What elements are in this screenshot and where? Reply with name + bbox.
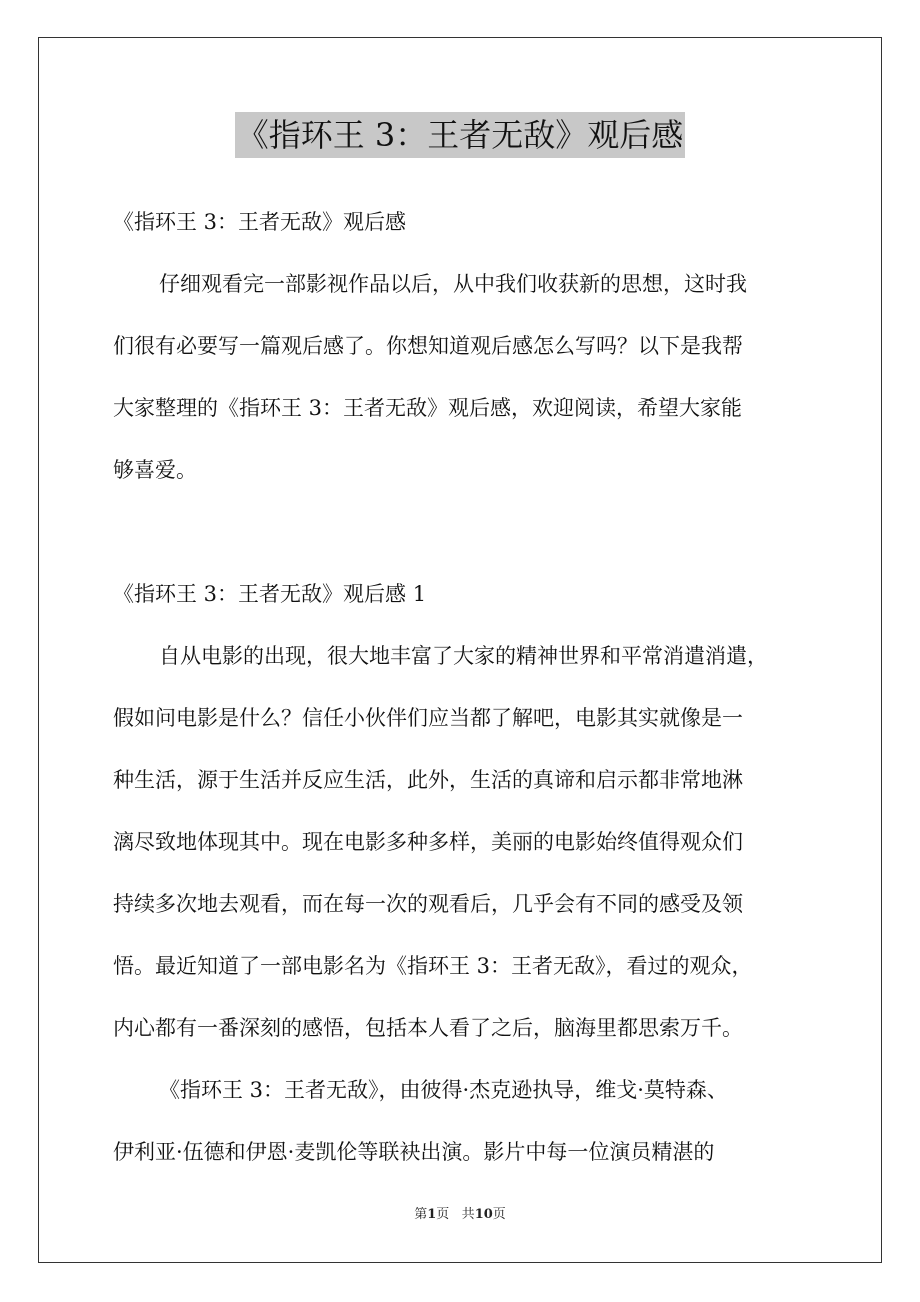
body-line-3: 种生活，源于生活并反应生活，此外，生活的真谛和启示都非常地淋 [113,768,743,792]
document-title: 《指环王 3：王者无敌》观后感 [235,112,686,158]
document-body [113,191,813,1183]
intro-line-2: 们很有必要写一篇观后感了。你想知道观后感怎么写吗？以下是我帮 [113,334,743,358]
footer-total-prefix: 共 [461,1207,475,1222]
body-line-5: 持续多次地去观看，而在每一次的观看后，几乎会有不同的感受及领 [113,892,743,916]
paragraph-gap [113,501,813,563]
title-container [0,112,920,158]
page-footer [0,1205,920,1225]
intro-line-4: 够喜爱。 [113,458,197,482]
footer-total-suffix: 页 [492,1207,506,1222]
section-heading: 《指环王 3：王者无敌》观后感 1 [113,582,427,606]
footer-page-prefix: 第 [414,1207,428,1222]
body-line-7: 内心都有一番深刻的感悟，包括本人看了之后，脑海里都思索万千。 [113,1016,743,1040]
body-line-9: 伊利亚·伍德和伊恩·麦凯伦等联袂出演。影片中每一位演员精湛的 [113,1140,715,1164]
body-line-1: 自从电影的出现，很大地丰富了大家的精神世界和平常消遣消遣， [159,644,768,668]
body-line-8: 《指环王 3：王者无敌》，由彼得·杰克逊执导，维戈·莫特森、 [159,1078,728,1102]
footer-page-number: 1 [427,1207,437,1222]
body-line-6: 悟。最近知道了一部电影名为《指环王 3：王者无敌》，看过的观众， [113,954,753,978]
body-line-2: 假如问电影是什么？信任小伙伴们应当都了解吧，电影其实就像是一 [113,706,743,730]
body-line-4: 漓尽致地体现其中。现在电影多种多样，美丽的电影始终值得观众们 [113,830,743,854]
intro-line-3: 大家整理的《指环王 3：王者无敌》观后感，欢迎阅读，希望大家能 [113,396,743,420]
intro-line-1: 仔细观看完一部影视作品以后，从中我们收获新的思想，这时我 [159,272,747,296]
footer-page-suffix: 页 [436,1207,450,1222]
subtitle-line: 《指环王 3：王者无敌》观后感 [113,210,407,234]
footer-total-pages: 10 [474,1207,493,1222]
